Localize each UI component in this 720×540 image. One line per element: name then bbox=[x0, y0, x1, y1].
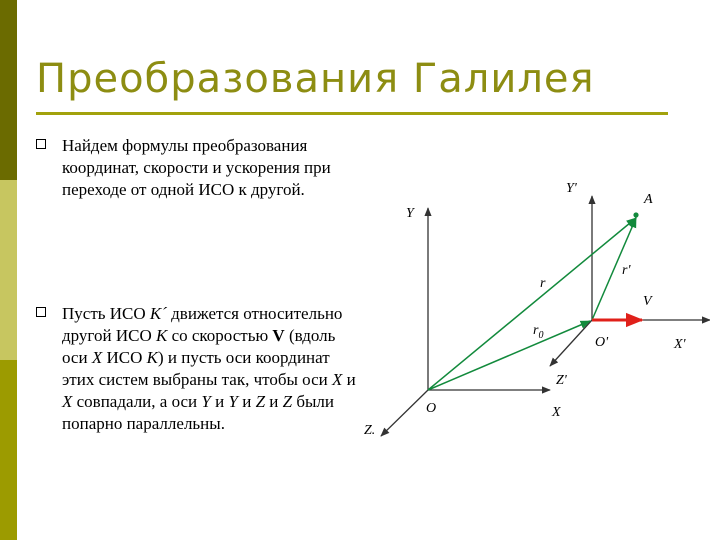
label-o: O bbox=[426, 401, 437, 416]
label-o-prime: O' bbox=[595, 335, 609, 350]
square-bullet-icon bbox=[36, 139, 46, 149]
frame-k-prime: K´ bbox=[149, 304, 167, 323]
label-x-prime: X' bbox=[674, 337, 686, 352]
z-axis bbox=[381, 390, 428, 436]
label-y: Y bbox=[406, 206, 414, 221]
label-v: V bbox=[643, 294, 652, 309]
label-r-prime: r' bbox=[622, 263, 631, 278]
side-stripe-bottom bbox=[0, 360, 17, 540]
slide-title: Преобразования Галилея bbox=[36, 56, 595, 102]
label-z-prime: Z' bbox=[556, 373, 567, 388]
label-r0: $r_0$ bbox=[533, 323, 544, 341]
bullet-item-2 bbox=[36, 303, 356, 435]
bullet-item-1 bbox=[36, 135, 356, 201]
vector-r bbox=[428, 218, 636, 390]
title-underline bbox=[36, 112, 668, 115]
frame-k: K bbox=[155, 326, 168, 345]
side-stripe-top bbox=[0, 0, 17, 180]
bullet-text-2: Пусть ИСО K´ движется относительно другой ИСО K со скоростью V (вдоль оси X ИСО K) и пусть оси координат этих систем выбраны так, чтобы оси X и X совпадали, а оси Y и Y и Z и Z были попарно параллельны. bbox=[62, 304, 356, 433]
bullet-text-1: Найдем формулы преобразования координат, скорости и ускорения при переходе от одной ИСО к другой. bbox=[62, 136, 331, 199]
point-a bbox=[633, 212, 638, 217]
label-r: r bbox=[540, 276, 546, 291]
label-y-prime: Y' bbox=[566, 181, 577, 196]
z-prime-axis bbox=[550, 320, 592, 366]
label-z: Z. bbox=[364, 423, 376, 438]
label-x: X bbox=[552, 405, 561, 420]
side-stripe-middle bbox=[0, 180, 17, 360]
galilean-frames-diagram bbox=[360, 170, 710, 460]
square-bullet-icon bbox=[36, 307, 46, 317]
velocity-symbol: V bbox=[272, 326, 285, 345]
label-a: A bbox=[644, 192, 653, 207]
